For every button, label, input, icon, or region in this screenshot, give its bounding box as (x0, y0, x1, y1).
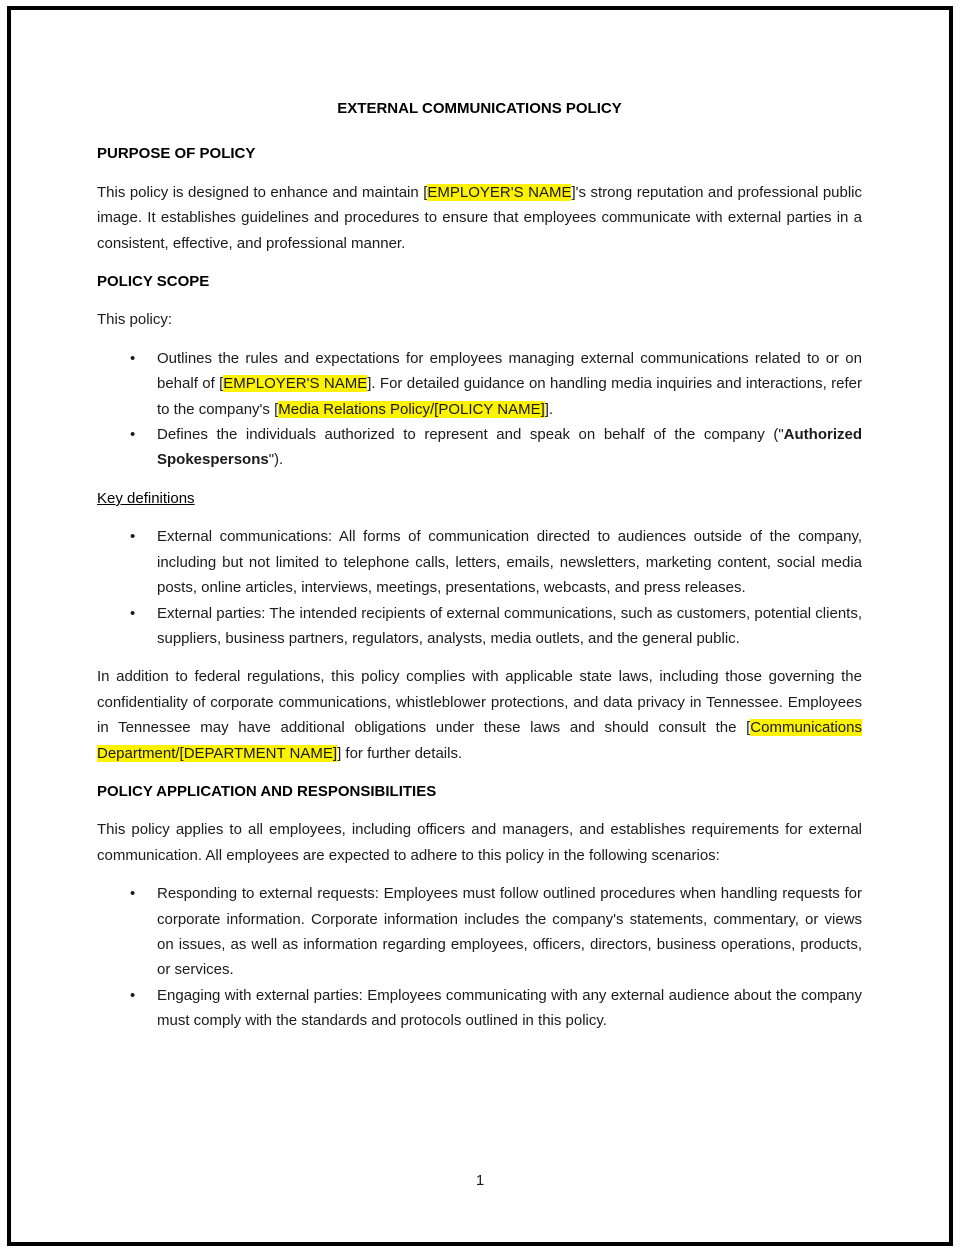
list-item: • External parties: The intended recipients of external communications, such as customers, potential clients, suppliers, business partners, regulators, analysts, media outlets, and the general public. (97, 601, 862, 652)
list-item: • Engaging with external parties: Employees communicating with any external audience about the company must comply with the standards and protocols outlined in this policy. (97, 983, 862, 1034)
scope-bullet-list (97, 346, 862, 473)
list-item (97, 346, 862, 422)
document-content (97, 96, 862, 1047)
heading-policy-scope: POLICY SCOPE (97, 273, 210, 291)
text-segment: ]'s strong reputation and professional public image. It establishes guidelines and procedures to ensure that employees communicate with external parties in a consistent, effective, and professional manner. (97, 183, 863, 252)
text-segment: ]. (544, 400, 554, 418)
placeholder-employer-name: EMPLOYER'S NAME (427, 183, 572, 201)
document-title: EXTERNAL COMMUNICATIONS POLICY (337, 100, 622, 117)
paragraph-compliance (97, 664, 862, 766)
definitions-bullet-list (97, 524, 862, 651)
paragraph-scope-intro: This policy: (97, 311, 173, 329)
text-segment: ] for further details. (337, 744, 463, 762)
heading-key-definitions: Key definitions (97, 489, 195, 507)
text-segment: This policy is designed to enhance and maintain [ (97, 183, 428, 201)
application-bullet-list (97, 881, 862, 1033)
text-segment: "). (268, 451, 284, 469)
placeholder-policy-name: Media Relations Policy/[POLICY NAME] (278, 400, 545, 418)
placeholder-department-name: Communications Department/[DEPARTMENT NAME] (97, 719, 862, 762)
list-item: • External communications: All forms of communication directed to audiences outside of the company, including but not limited to telephone calls, letters, emails, newsletters, marketing content, social media posts, online articles, interviews, meetings, presentations, webcasts, and press releases. (97, 524, 862, 600)
list-item (97, 422, 862, 473)
text-segment: ]. For detailed guidance on handling media inquiries and interactions, refer to the company's [ (157, 375, 862, 418)
text-segment: Outlines the rules and expectations for employees managing external communications related to or on behalf of [ (157, 349, 862, 393)
page-number: 1 (475, 1172, 485, 1189)
list-item: • Responding to external requests: Employees must follow outlined procedures when handling requests for corporate information. Corporate information includes the company's statements, commentary, or views on issues, as well as information regarding employees, officers, directors, business operations, products, or services. (97, 881, 862, 983)
heading-purpose-of-policy: PURPOSE OF POLICY (97, 145, 256, 163)
text-segment: In addition to federal regulations, this policy complies with applicable state laws, including those governing the confidentiality of corporate communications, whistleblower protections, and data privacy in Tennessee. Employees in Tennessee may have additional obligations under these laws and should consult the [ (97, 668, 862, 737)
heading-policy-application: POLICY APPLICATION AND RESPONSIBILITIES (97, 782, 437, 800)
paragraph-application-intro: This policy applies to all employees, including officers and managers, and establishes requirements for external communication. All employees are expected to adhere to this policy in the following scenarios: (97, 821, 862, 864)
paragraph-purpose (97, 180, 862, 256)
placeholder-employer-name: EMPLOYER'S NAME (223, 375, 368, 393)
text-segment: Defines the individuals authorized to represent and speak on behalf of the company (" (157, 426, 784, 444)
term-authorized-spokespersons: Authorized Spokespersons (157, 426, 862, 469)
